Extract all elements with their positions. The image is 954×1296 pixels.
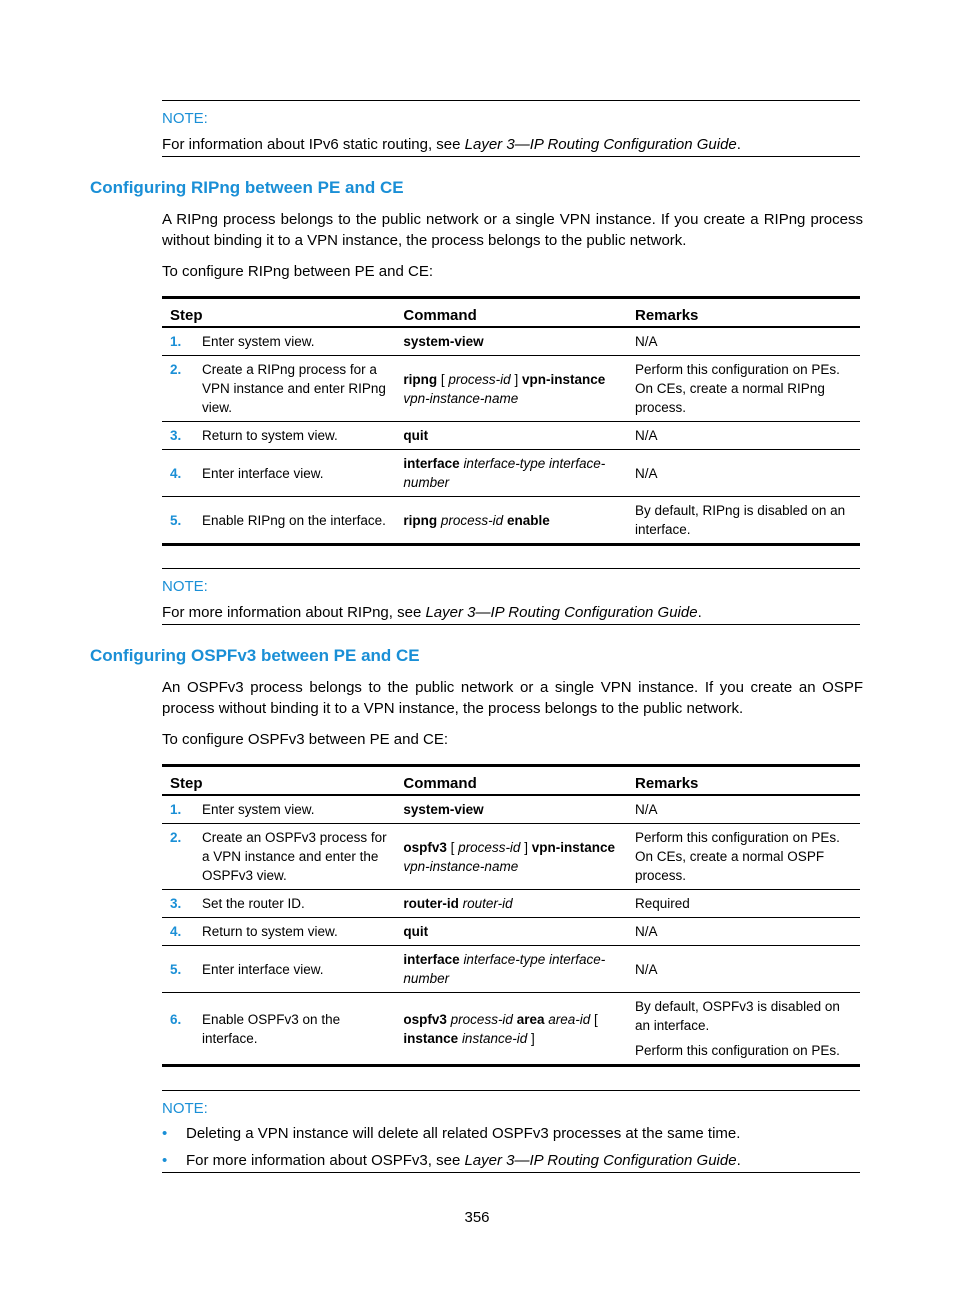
table-row (162, 422, 860, 450)
table-row (162, 946, 860, 993)
note-text-pre: For information about IPv6 static routing, see (162, 136, 465, 153)
note-text-post: . (736, 136, 741, 153)
command-cell (395, 918, 627, 946)
list-item (162, 1125, 860, 1143)
table-row (162, 450, 860, 497)
note-box-ipv6 (162, 100, 860, 157)
command-punctuation: ] (527, 1030, 535, 1046)
command-keyword: system-view (403, 334, 484, 349)
command-keyword: ospfv3 (403, 839, 447, 855)
header-remarks: Remarks (627, 766, 860, 796)
note-label: NOTE: (162, 578, 208, 595)
remarks-cell (627, 946, 860, 993)
note-box-ripng (162, 568, 860, 625)
step-description: Return to system view. (202, 428, 338, 443)
remarks-cell (627, 422, 860, 450)
command-keyword: instance (403, 1030, 459, 1046)
header-command: Command (395, 298, 627, 328)
step-cell (162, 356, 395, 422)
remarks-cell (627, 356, 860, 422)
header-step: Step (162, 766, 395, 796)
command-punctuation (605, 372, 609, 387)
remarks-cell (627, 795, 860, 824)
step-description: Create an OSPFv3 process for a VPN instance and enter the OSPFv3 view. (202, 830, 387, 883)
note-text-pre: For more information about RIPng, see (162, 604, 426, 621)
step-description: Set the router ID. (202, 896, 305, 911)
step-number: 5. (170, 512, 182, 528)
command-keyword: interface (403, 456, 460, 471)
section-heading-ripng: Configuring RIPng between PE and CE (90, 178, 404, 197)
step-cell (162, 918, 395, 946)
command-punctuation: ] (520, 839, 532, 855)
step-description: Enter interface view. (202, 465, 324, 481)
command-cell (395, 422, 627, 450)
remark-text: Perform this configuration on PEs. On CEs, create a normal OSPF process. (635, 830, 840, 883)
remark-text: N/A (635, 802, 658, 817)
command-argument: interface-type interface-number (403, 952, 606, 986)
command-argument: process-id (458, 839, 521, 855)
step-description: Return to system view. (202, 924, 338, 939)
command-argument: vpn-instance-name (403, 390, 519, 406)
remarks-cell (627, 993, 860, 1066)
remark-text: N/A (635, 961, 658, 977)
step-number: 3. (170, 896, 182, 911)
table-header-row (162, 766, 860, 796)
command-keyword: router-id (403, 896, 459, 911)
step-description: Enable OSPFv3 on the interface. (202, 1011, 341, 1046)
remark-text: N/A (635, 334, 658, 349)
command-cell (395, 450, 627, 497)
step-description: Enter system view. (202, 334, 315, 349)
bullet-icon: • (162, 1125, 168, 1142)
note-item-text-pre: For more information about OSPFv3, see (186, 1152, 465, 1169)
command-argument: area-id (548, 1011, 591, 1027)
command-argument: process-id (440, 512, 504, 528)
ospfv3-steps-table (162, 764, 860, 1067)
table-header-row (162, 298, 860, 328)
remarks-cell (627, 890, 860, 918)
paragraph-ripng-intro: A RIPng process belongs to the public network or a single VPN instance. If you create a RIPng process without binding it to a VPN instance, the process belongs to the public network. (162, 211, 863, 249)
command-cell (395, 795, 627, 824)
note-text-ref: Layer 3—IP Routing Configuration Guide (425, 604, 698, 621)
step-cell (162, 450, 395, 497)
header-step: Step (162, 298, 395, 328)
note-text (162, 136, 860, 154)
paragraph-ospfv3-intro: An OSPFv3 process belongs to the public network or a single VPN instance. If you create an OSPF process without binding it to a VPN instance, the process belongs to the public network. (162, 679, 863, 717)
note-label: NOTE: (162, 1100, 208, 1117)
note-text-ref: Layer 3—IP Routing Configuration Guide (464, 136, 737, 153)
command-punctuation: [ (437, 371, 449, 387)
note-bullet-list (162, 1125, 860, 1170)
table-row (162, 890, 860, 918)
command-cell (395, 497, 627, 545)
note-text (162, 604, 860, 622)
command-keyword: system-view (403, 802, 484, 817)
note-item-text-ref: Layer 3—IP Routing Configuration Guide (464, 1152, 737, 1169)
step-number: 2. (170, 362, 182, 377)
remarks-cell (627, 918, 860, 946)
step-cell (162, 890, 395, 918)
step-number: 2. (170, 830, 182, 845)
command-cell (395, 946, 627, 993)
note-label: NOTE: (162, 110, 208, 127)
step-number: 4. (170, 924, 182, 939)
step-number: 1. (170, 802, 182, 817)
command-keyword: ripng (403, 512, 438, 528)
remark-text: N/A (635, 428, 658, 443)
step-cell (162, 993, 395, 1066)
command-argument: process-id (448, 371, 511, 387)
section-heading-ospfv3: Configuring OSPFv3 between PE and CE (90, 646, 420, 665)
remarks-cell (627, 327, 860, 356)
header-remarks: Remarks (627, 298, 860, 328)
step-cell (162, 824, 395, 890)
paragraph-ripng-lead: To configure RIPng between PE and CE: (162, 263, 433, 280)
command-keyword: vpn-instance (521, 371, 606, 387)
header-command: Command (395, 766, 627, 796)
table-row (162, 327, 860, 356)
step-cell (162, 422, 395, 450)
command-cell (395, 356, 627, 422)
table-row (162, 497, 860, 545)
command-keyword: interface (403, 952, 460, 967)
step-number: 1. (170, 334, 182, 349)
remark-text: N/A (635, 924, 658, 939)
step-number: 4. (170, 465, 182, 481)
command-argument: vpn-instance-name (403, 858, 519, 874)
table-row (162, 356, 860, 422)
command-cell (395, 327, 627, 356)
command-punctuation: [ (446, 839, 459, 855)
remarks-cell (627, 497, 860, 545)
note-text-post: . (697, 604, 702, 621)
step-description: Create a RIPng process for a VPN instance and enter RIPng view. (202, 362, 386, 415)
step-number: 5. (170, 961, 182, 977)
remarks-cell (627, 824, 860, 890)
step-description: Enter system view. (202, 802, 315, 817)
step-number: 3. (170, 428, 182, 443)
command-keyword: quit (403, 924, 429, 939)
remark-text: Perform this configuration on PEs. (635, 1043, 840, 1058)
command-argument: process-id (450, 1011, 513, 1027)
remark-text: Perform this configuration on PEs. On CEs, create a normal RIPng process. (635, 362, 840, 415)
command-cell (395, 890, 627, 918)
remark-text: By default, OSPFv3 is disabled on an interface. (635, 999, 840, 1033)
paragraph-ospfv3-lead: To configure OSPFv3 between PE and CE: (162, 731, 448, 748)
command-keyword: ripng (403, 371, 438, 387)
command-keyword: vpn-instance (531, 839, 615, 855)
command-keyword: ospfv3 (403, 1011, 447, 1027)
command-punctuation (615, 840, 619, 855)
table-row (162, 918, 860, 946)
page-number: 356 (464, 1209, 490, 1226)
remark-text: Required (635, 896, 690, 911)
command-argument: router-id (462, 896, 513, 911)
note-item-text: Deleting a VPN instance will delete all related OSPFv3 processes at the same time. (186, 1125, 741, 1142)
step-description: Enter interface view. (202, 961, 324, 977)
list-item (162, 1152, 860, 1170)
note-box-ospfv3 (162, 1090, 860, 1173)
note-item-text-post: . (736, 1152, 741, 1169)
command-keyword: area (516, 1011, 545, 1027)
table-row (162, 993, 860, 1066)
step-number: 6. (170, 1011, 182, 1027)
step-cell (162, 327, 395, 356)
command-cell (395, 993, 627, 1066)
step-cell (162, 946, 395, 993)
step-description: Enable RIPng on the interface. (202, 512, 386, 528)
step-cell (162, 497, 395, 545)
table-row (162, 795, 860, 824)
remark-text: By default, RIPng is disabled on an interface. (635, 503, 846, 537)
command-argument: interface-type interface-number (403, 456, 606, 490)
remarks-cell (627, 450, 860, 497)
table-row (162, 824, 860, 890)
command-punctuation: ] (510, 371, 522, 387)
remark-text: N/A (635, 465, 658, 481)
step-cell (162, 795, 395, 824)
command-keyword: enable (506, 512, 550, 528)
command-argument: instance-id (461, 1030, 528, 1046)
bullet-icon: • (162, 1152, 168, 1169)
command-keyword: quit (403, 428, 429, 443)
ripng-steps-table (162, 296, 860, 546)
command-punctuation: [ (590, 1011, 602, 1027)
command-cell (395, 824, 627, 890)
